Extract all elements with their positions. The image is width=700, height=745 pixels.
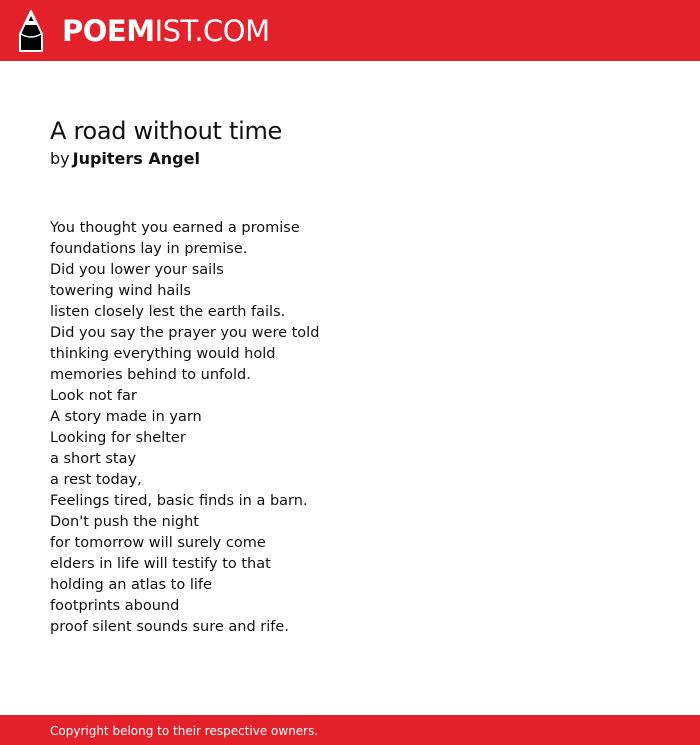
poem-line: elders in life will testify to that — [50, 556, 271, 572]
poem-line: Don't push the night — [50, 514, 199, 530]
site-logo-text — [62, 13, 270, 49]
byline-label: by — [50, 149, 70, 168]
poem-line: memories behind to unfold. — [50, 367, 251, 383]
poem-line: a rest today, — [50, 472, 142, 488]
poem-line: Look not far — [50, 388, 137, 404]
poem-line: listen closely lest the earth fails. — [50, 304, 286, 320]
site-footer — [0, 715, 700, 745]
poem-title: A road without time — [50, 117, 283, 145]
poem-line: You thought you earned a promise — [50, 220, 300, 236]
poem-byline — [50, 148, 650, 170]
poem-line: foundations lay in premise. — [50, 241, 248, 257]
site-header — [0, 0, 700, 61]
poem-line: for tomorrow will surely come — [50, 535, 266, 551]
poem-line: Looking for shelter — [50, 430, 186, 446]
poem-line: A story made in yarn — [50, 409, 202, 425]
poem-line: Did you lower your sails — [50, 262, 224, 278]
poem-line: thinking everything would hold — [50, 346, 276, 362]
copyright-text: Copyright belong to their respective owners. — [50, 724, 319, 738]
poem-line: proof silent sounds sure and rife. — [50, 619, 289, 635]
poem-line: footprints abound — [50, 598, 180, 614]
poem-line: Feelings tired, basic finds in a barn. — [50, 493, 308, 509]
poem-body — [50, 218, 650, 638]
logo-text-strong: POEM — [62, 14, 155, 48]
poem-line: a short stay — [50, 451, 137, 467]
poem-line: holding an atlas to life — [50, 577, 212, 593]
poem-line: towering wind hails — [50, 283, 191, 299]
poem-header — [50, 115, 650, 170]
author-link[interactable]: Jupiters Angel — [72, 149, 200, 168]
pencil-logo-icon — [17, 10, 45, 52]
logo-text-light: IST.COM — [154, 14, 270, 48]
poem-line: Did you say the prayer you were told — [50, 325, 320, 341]
